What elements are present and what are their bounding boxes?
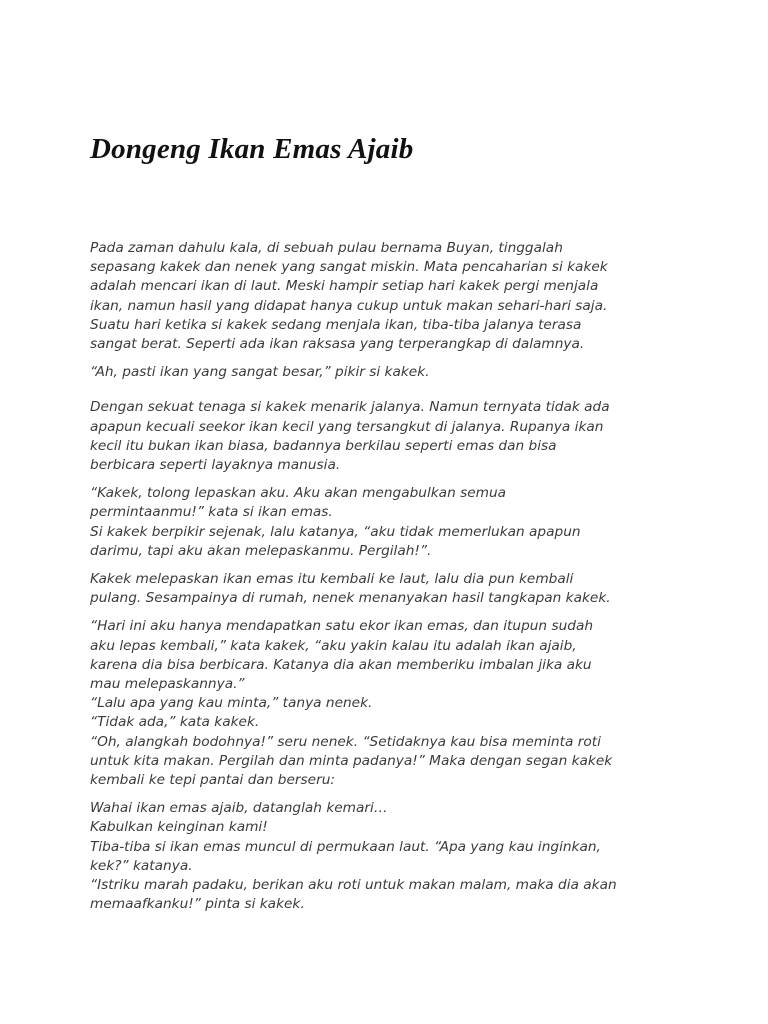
- paragraph: [90, 799, 690, 914]
- text-line: ikan, namun hasil yang didapat hanya cukup untuk makan sehari-hari saja.: [90, 297, 608, 314]
- text-line: Pada zaman dahulu kala, di sebuah pulau bernama Buyan, tinggalah: [90, 240, 563, 256]
- text-line: memaafkanku!” pinta si kakek.: [90, 896, 305, 913]
- text-line: sepasang kakek dan nenek yang sangat miskin. Mata pencaharian si kakek: [90, 259, 608, 276]
- text-line: Wahai ikan emas ajaib, datanglah kemari…: [90, 800, 388, 817]
- text-line: karena dia bisa berbicara. Katanya dia akan memberiku imbalan jika aku: [90, 656, 592, 673]
- text-line: “Istriku marah padaku, berikan aku roti untuk makan malam, maka dia akan: [90, 877, 617, 894]
- text-line: “Oh, alangkah bodohnya!” seru nenek. “Setidaknya kau bisa meminta roti: [90, 733, 601, 750]
- paragraph: [90, 570, 690, 608]
- text-line: “Tidak ada,” kata kakek.: [90, 714, 260, 731]
- story-body: [90, 239, 690, 924]
- text-line: Kabulkan keinginan kami!: [90, 819, 268, 836]
- text-line: darimu, tapi aku akan melepaskanmu. Pergilah!”.: [90, 542, 432, 559]
- paragraph: [90, 398, 690, 475]
- text-line: Dengan sekuat tenaga si kakek menarik jalanya. Namun ternyata tidak ada: [90, 399, 610, 416]
- text-line: pulang. Sesampainya di rumah, nenek menanyakan hasil tangkapan kakek.: [90, 590, 611, 607]
- text-line: Kakek melepaskan ikan emas itu kembali ke laut, lalu dia pun kembali: [90, 571, 574, 588]
- text-line: kek?” katanya.: [90, 857, 193, 874]
- text-line: permintaanmu!” kata si ikan emas.: [90, 504, 333, 521]
- text-line: Si kakek berpikir sejenak, lalu katanya, “aku tidak memerlukan apapun: [90, 523, 581, 540]
- paragraph: [90, 363, 690, 382]
- text-line: aku lepas kembali,” kata kakek, “aku yakin kalau itu adalah ikan ajaib,: [90, 637, 577, 654]
- text-line: “Ah, pasti ikan yang sangat besar,” pikir si kakek.: [90, 364, 430, 381]
- text-line: apapun kecuali seekor ikan kecil yang tersangkut di jalanya. Rupanya ikan: [90, 418, 604, 435]
- paragraph: [90, 239, 690, 354]
- text-line: “Hari ini aku hanya mendapatkan satu ekor ikan emas, dan itupun sudah: [90, 618, 594, 635]
- text-line: Suatu hari ketika si kakek sedang menjala ikan, tiba-tiba jalanya terasa: [90, 316, 582, 333]
- text-line: kecil itu bukan ikan biasa, badannya berkilau seperti emas dan bisa: [90, 437, 557, 454]
- document-title: Dongeng Ikan Emas Ajaib: [90, 133, 414, 165]
- text-line: untuk kita makan. Pergilah dan minta padanya!” Maka dengan segan kakek: [90, 752, 613, 769]
- text-line: kembali ke tepi pantai dan berseru:: [90, 772, 336, 789]
- text-line: berbicara seperti layaknya manusia.: [90, 457, 341, 474]
- text-line: “Lalu apa yang kau minta,” tanya nenek.: [90, 695, 373, 712]
- text-line: Tiba-tiba si ikan emas muncul di permukaan laut. “Apa yang kau inginkan,: [90, 838, 601, 855]
- text-line: “Kakek, tolong lepaskan aku. Aku akan mengabulkan semua: [90, 485, 507, 502]
- text-line: mau melepaskannya.”: [90, 676, 245, 693]
- paragraph: [90, 484, 690, 561]
- text-line: sangat berat. Seperti ada ikan raksasa yang terperangkap di dalamnya.: [90, 336, 585, 353]
- text-line: adalah mencari ikan di laut. Meski hampir setiap hari kakek pergi menjala: [90, 278, 599, 295]
- paragraph: [90, 617, 690, 790]
